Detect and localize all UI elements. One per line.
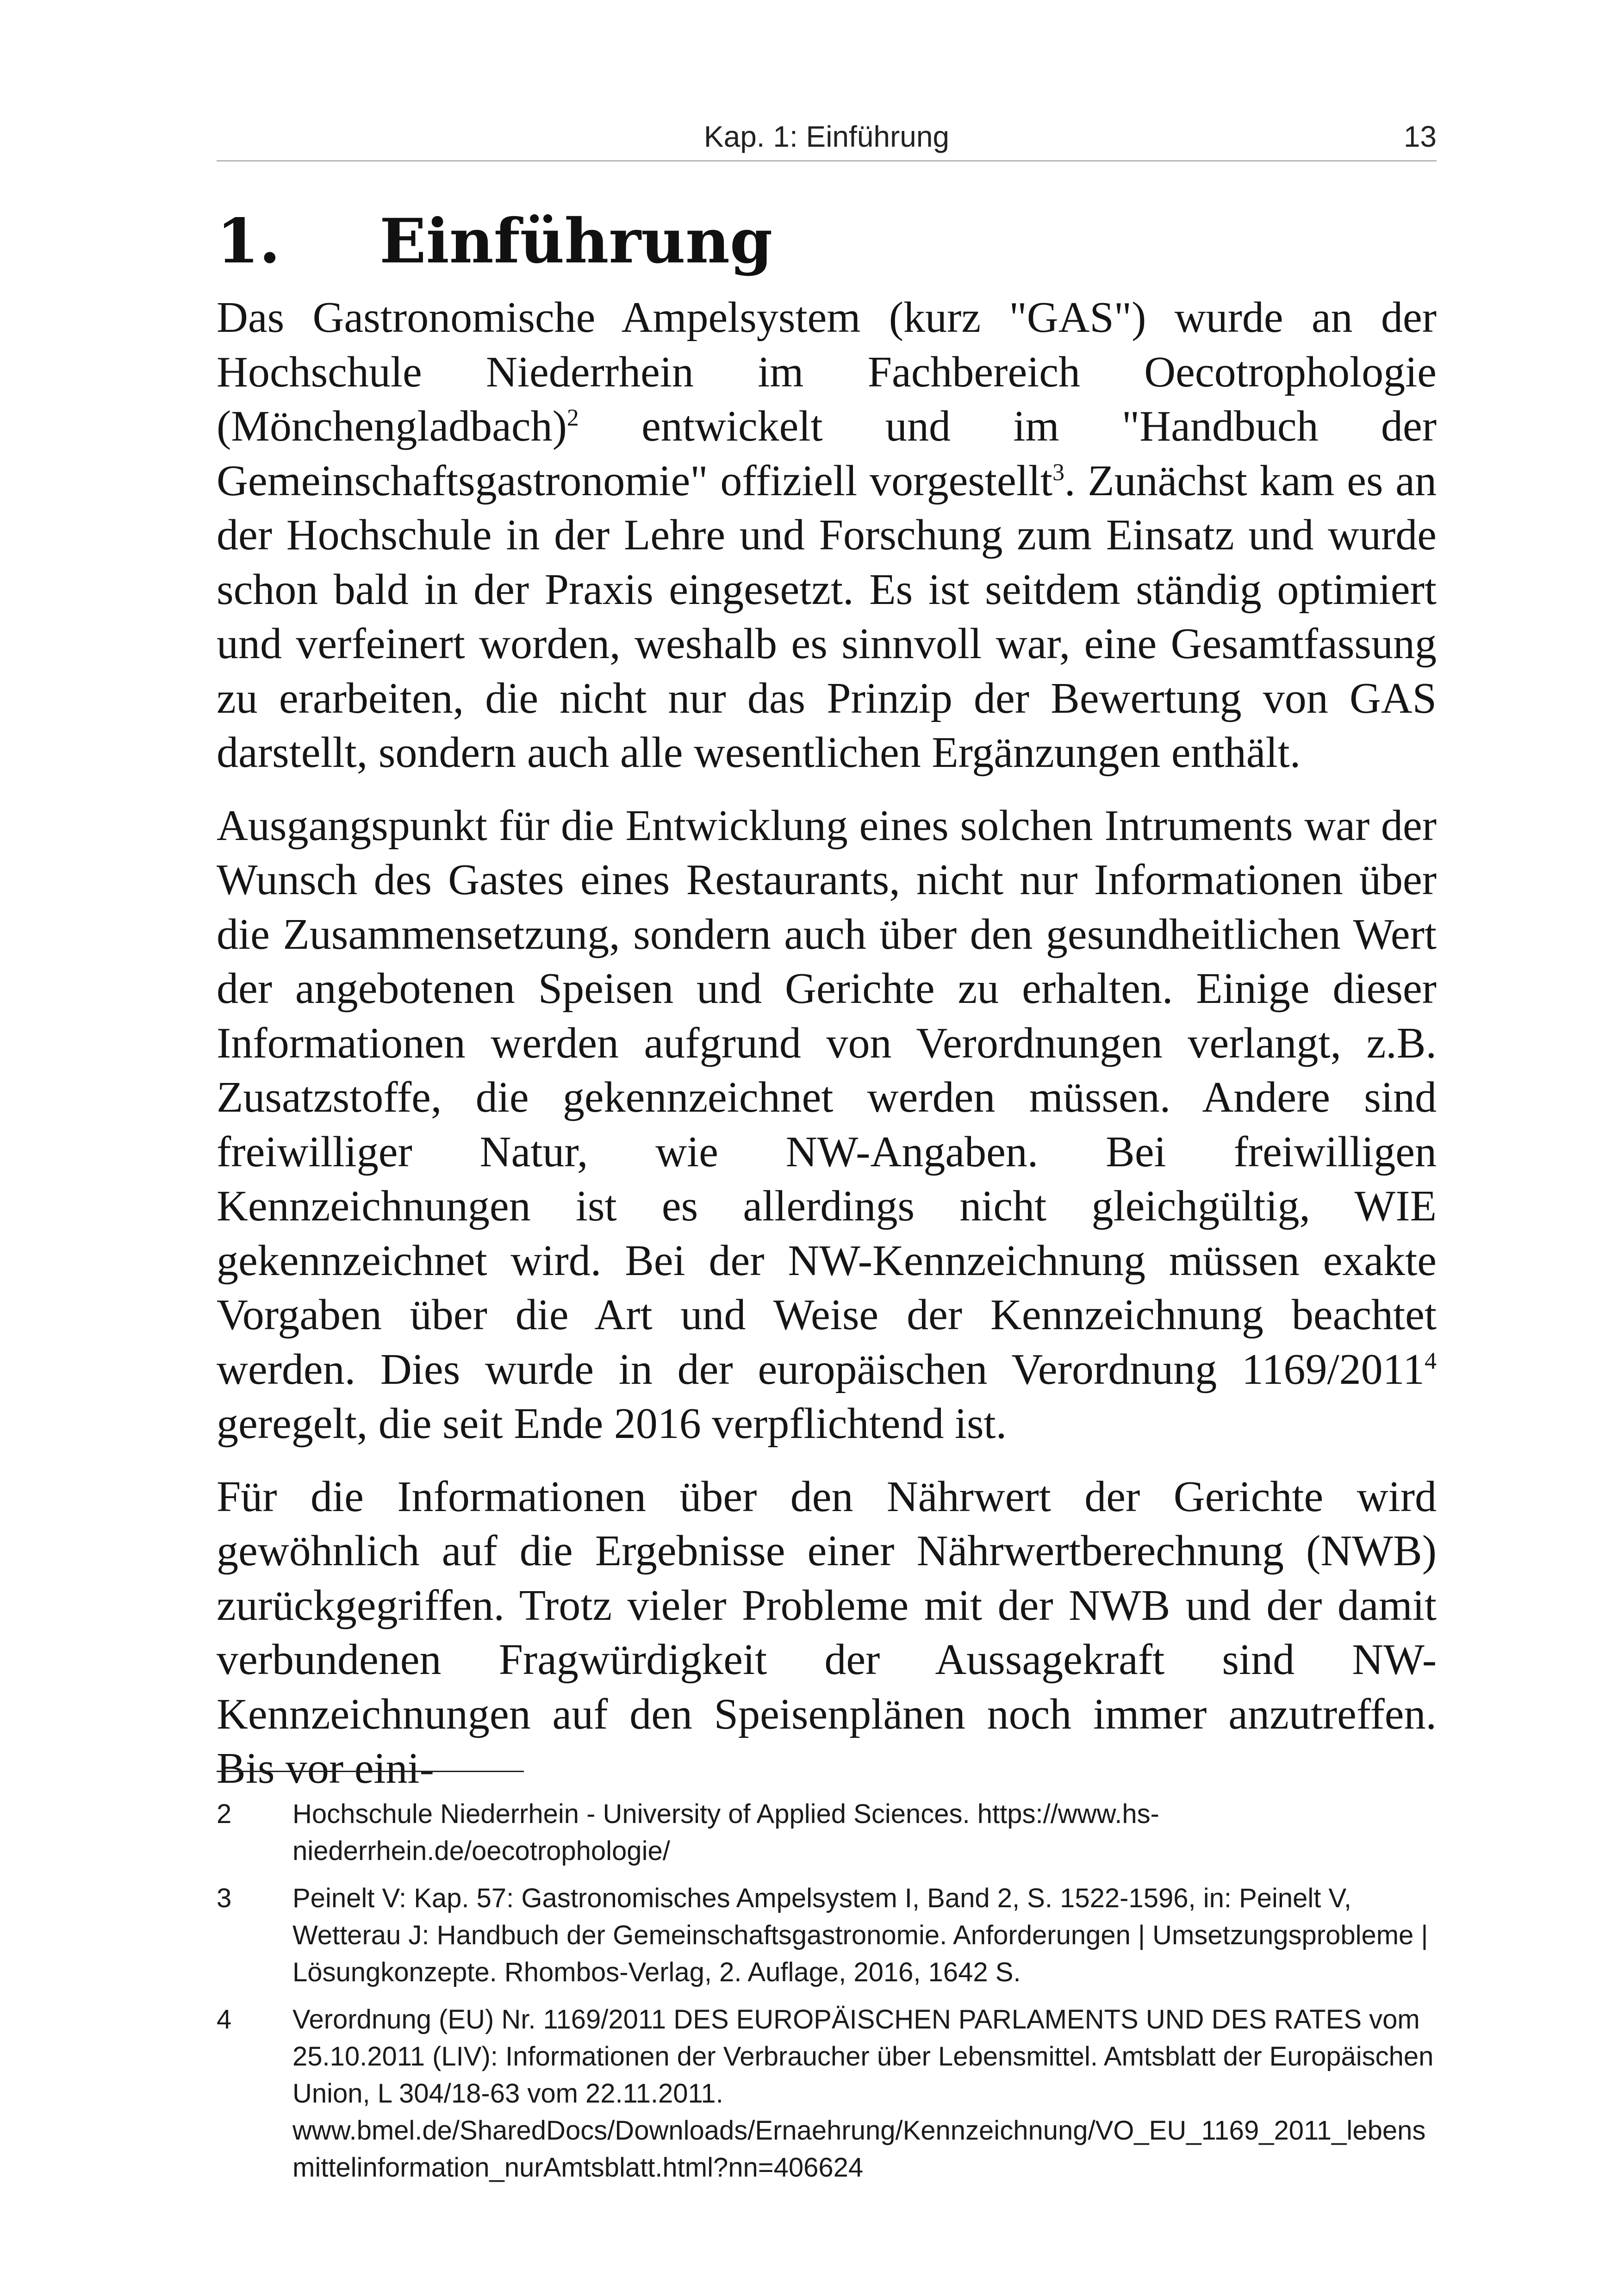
paragraph	[217, 799, 1437, 1451]
footnote	[217, 1880, 1437, 1991]
paragraph-text: entwickelt und im "Handbuch der Gemeinschaftsgastronomie" offiziell vorgestellt	[217, 402, 1437, 505]
footnote-text: Peinelt V: Kap. 57: Gastronomisches Ampelsystem I, Band 2, S. 1522-1596, in: Peinelt V, Wetterau J: Handbuch der Gemeinschaftsgastronomie. Anforderungen | Umsetzungsprobleme | Lösungkonzepte. Rhombos-Verlag, 2. Auflage, 2016, 1642 S.	[292, 1883, 1428, 1987]
footnote-separator	[217, 1771, 524, 1772]
footnote	[217, 1796, 1437, 1870]
page-header	[217, 116, 1437, 162]
paragraph-text: geregelt, die seit Ende 2016 verpflichtend ist.	[217, 1400, 1007, 1448]
paragraph-text: Ausgangspunkt für die Entwicklung eines solchen Intruments war der Wunsch des Gastes eines Restaurants, nicht nur Informationen über die Zusammensetzung, sondern auch über den gesundheitlichen Wert der angebotenen Speisen und Gerichte zu erhalten. Einige dieser Informationen werden aufgrund von Verordnungen verlangt, z.B. Zusatzstoffe, die gekennzeichnet werden müssen. Andere sind freiwilliger Natur, wie NW-Angaben. Bei freiwilligen Kennzeichnungen ist es allerdings nicht gleichgültig, WIE gekennzeichnet wird. Bei der NW-Kennzeichnung müssen exakte Vorgaben über die Art und Weise der Kennzeichnung beachtet werden. Dies wurde in der europäischen Verordnung 1169/2011	[217, 801, 1437, 1394]
paragraph-text: Das Gastronomische Ampelsystem (kurz "GAS") wurde an der Hochschule Niederrhein im Fachbereich Oecotrophologie (Mönchengladbach)	[217, 293, 1437, 450]
footnotes	[217, 1796, 1437, 2196]
footnote-text: Hochschule Niederrhein - University of Applied Sciences. https://www.hs-niederrhein.de/oecotrophologie/	[292, 1799, 1159, 1866]
footnote-ref[interactable]: 4	[1425, 1348, 1437, 1375]
chapter-heading	[217, 205, 773, 277]
running-title: Kap. 1: Einführung	[703, 120, 950, 153]
footnote-number: 3	[217, 1883, 232, 1913]
footnote-ref[interactable]: 2	[566, 404, 579, 431]
footnote-number: 4	[217, 2004, 232, 2035]
footnote	[217, 2001, 1437, 2186]
page-number: 13	[1403, 120, 1437, 153]
paragraph	[217, 291, 1437, 780]
chapter-title: Einführung	[380, 205, 773, 277]
body-text	[217, 291, 1437, 1815]
footnote-number: 2	[217, 1799, 232, 1829]
paragraph	[217, 1470, 1437, 1796]
chapter-number: 1.	[217, 205, 280, 277]
footnote-text: Verordnung (EU) Nr. 1169/2011 DES EUROPÄISCHEN PARLAMENTS UND DES RATES vom 25.10.2011 (LIV): Informationen der Verbraucher über Lebensmittel. Amtsblatt der Europäischen Union, L 304/18-63 vom 22.11.2011. www.bmel.de/SharedDocs/Downloads/Ernaehrung/Kennzeichnung/VO_EU_1169_2011_lebensmittelinformation_nurAmtsblatt.html?nn=406624	[292, 2004, 1434, 2183]
paragraph-text: Für die Informationen über den Nährwert der Gerichte wird gewöhnlich auf die Ergebnisse einer Nährwertberechnung (NWB) zurückgegriffen. Trotz vieler Probleme mit der NWB und der damit verbundenen Fragwürdigkeit der Aussagekraft sind NW-Kennzeichnungen auf den Speisenplänen noch immer anzutreffen. Bis vor eini-	[217, 1472, 1437, 1792]
paragraph-text: . Zunächst kam es an der Hochschule in der Lehre und Forschung zum Einsatz und wurde schon bald in der Praxis eingesetzt. Es ist seitdem ständig optimiert und verfeinert worden, weshalb es sinnvoll war, eine Gesamtfassung zu erarbeiten, die nicht nur das Prinzip der Bewertung von GAS darstellt, sondern auch alle wesentlichen Ergänzungen enthält.	[217, 456, 1437, 777]
footnote-ref[interactable]: 3	[1052, 459, 1064, 486]
